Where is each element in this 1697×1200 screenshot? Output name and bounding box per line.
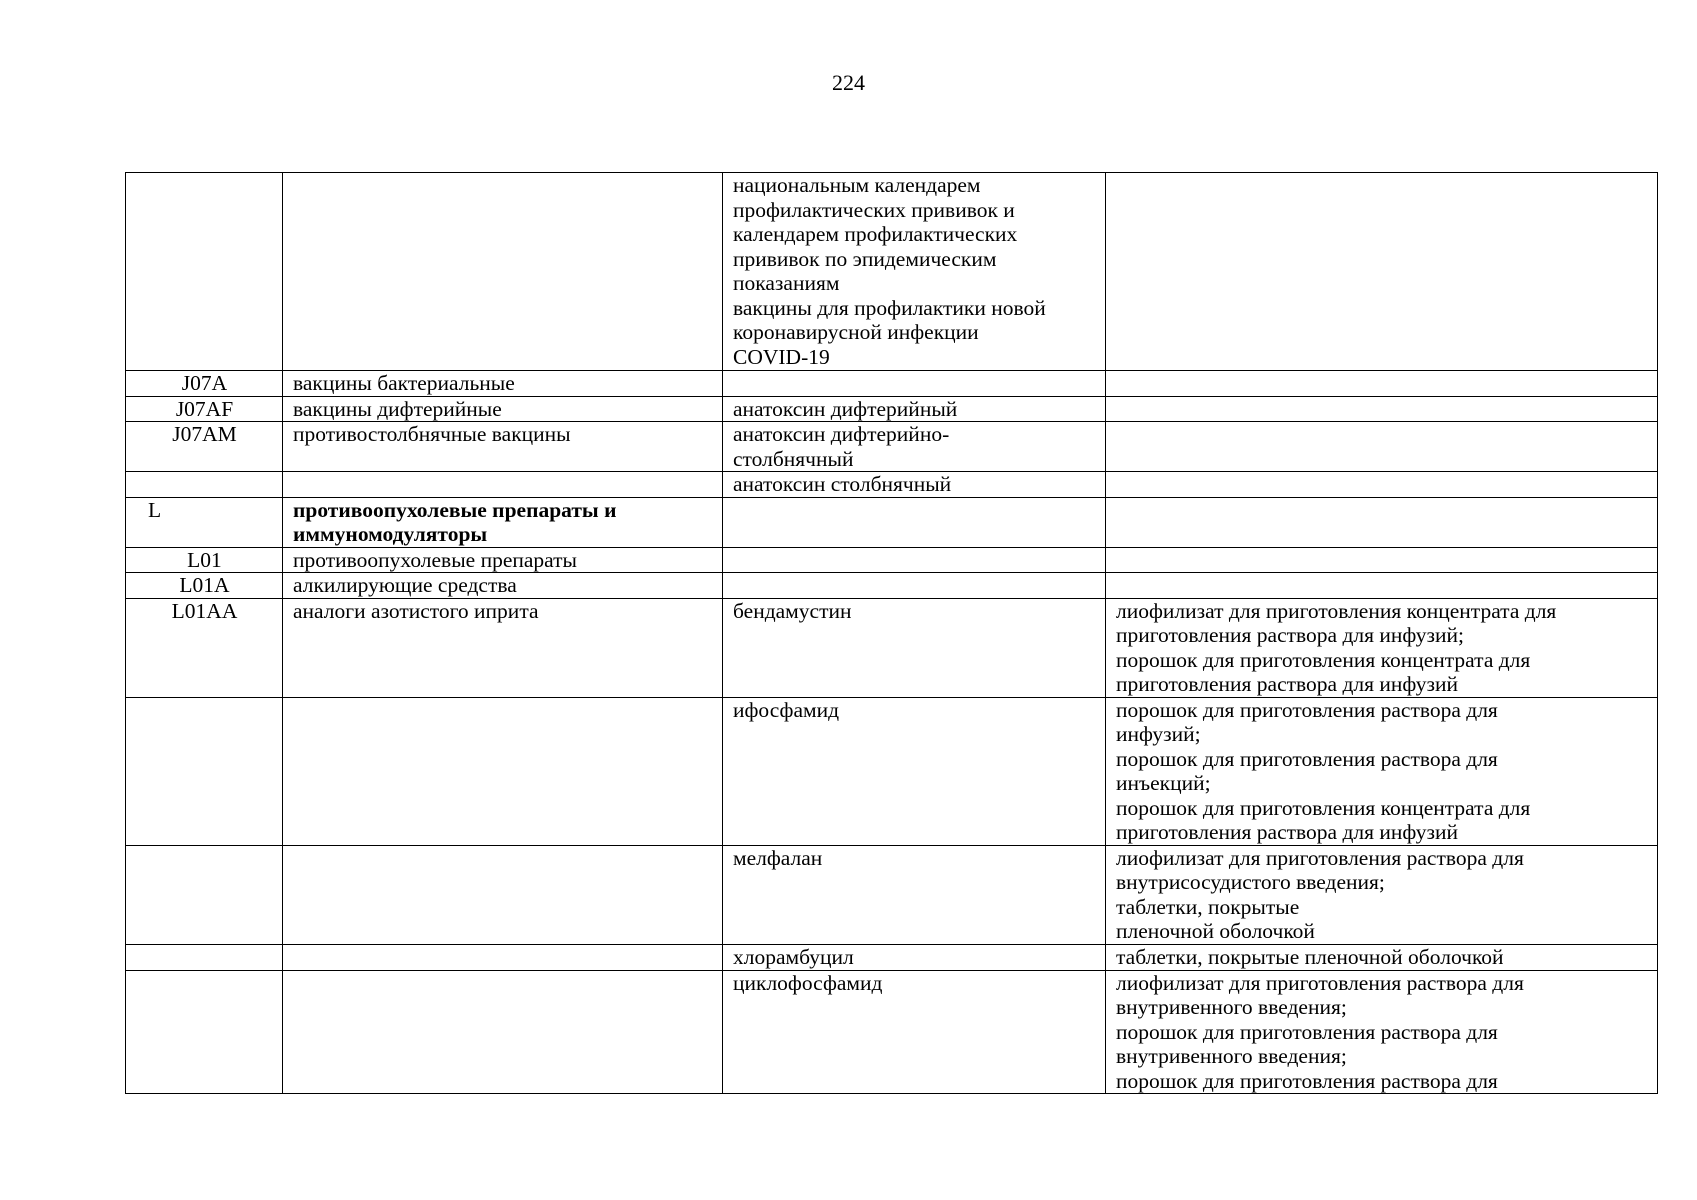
atc-code-cell: L01 [126, 547, 283, 573]
atc-code-cell [126, 845, 283, 944]
group-cell: алкилирующие средства [283, 573, 723, 599]
atc-code-cell: J07AF [126, 396, 283, 422]
atc-code-cell: J07A [126, 371, 283, 397]
dosage-form-cell: лиофилизат для приготовления концентрата для приготовления раствора для инфузий; порошок для приготовления концентрата для приготовления раствора для инфузий [1106, 598, 1658, 697]
drug-cell [723, 573, 1106, 599]
drug-cell [723, 371, 1106, 397]
dosage-form-cell [1106, 573, 1658, 599]
dosage-form-cell [1106, 497, 1658, 547]
group-cell: противоопухолевые препараты и иммуномодуляторы [283, 497, 723, 547]
group-cell: вакцины бактериальные [283, 371, 723, 397]
atc-code-cell: L [126, 497, 283, 547]
dosage-form-cell [1106, 371, 1658, 397]
group-cell [283, 845, 723, 944]
table-row [126, 697, 1658, 845]
table-row [126, 497, 1658, 547]
table-row [126, 598, 1658, 697]
dosage-form-cell: таблетки, покрытые пленочной оболочкой [1106, 944, 1658, 970]
group-cell: противоопухолевые препараты [283, 547, 723, 573]
table-row [126, 944, 1658, 970]
dosage-form-cell: порошок для приготовления раствора для инфузий; порошок для приготовления раствора для инъекций; порошок для приготовления концентрата для приготовления раствора для инфузий [1106, 697, 1658, 845]
dosage-form-cell [1106, 396, 1658, 422]
drug-cell: ифосфамид [723, 697, 1106, 845]
table-row [126, 845, 1658, 944]
atc-code-cell [126, 970, 283, 1094]
table-row [126, 396, 1658, 422]
drug-cell: бендамустин [723, 598, 1106, 697]
drug-cell: анатоксин столбнячный [723, 472, 1106, 498]
table-row [126, 472, 1658, 498]
drug-cell [723, 547, 1106, 573]
drug-cell: анатоксин дифтерийно- столбнячный [723, 422, 1106, 472]
atc-code-cell: J07AM [126, 422, 283, 472]
page-number: 224 [832, 70, 865, 95]
group-cell: противостолбнячные вакцины [283, 422, 723, 472]
drug-cell: мелфалан [723, 845, 1106, 944]
atc-code-cell [126, 697, 283, 845]
group-cell [283, 173, 723, 371]
dosage-form-cell [1106, 547, 1658, 573]
drug-cell: хлорамбуцил [723, 944, 1106, 970]
dosage-form-cell [1106, 173, 1658, 371]
drug-cell: национальным календарем профилактических прививок и календарем профилактических прививок по эпидемическим показаниям вакцины для профилактики новой коронавирусной инфекции COVID-19 [723, 173, 1106, 371]
table-row [126, 422, 1658, 472]
group-cell [283, 472, 723, 498]
group-cell: аналоги азотистого иприта [283, 598, 723, 697]
atc-code-cell [126, 472, 283, 498]
atc-code-cell [126, 944, 283, 970]
table-row [126, 970, 1658, 1094]
dosage-form-cell: лиофилизат для приготовления раствора для внутривенного введения; порошок для приготовления раствора для внутривенного введения; порошок для приготовления раствора для [1106, 970, 1658, 1094]
table-row [126, 573, 1658, 599]
group-cell: вакцины дифтерийные [283, 396, 723, 422]
dosage-form-cell: лиофилизат для приготовления раствора для внутрисосудистого введения; таблетки, покрытые пленочной оболочкой [1106, 845, 1658, 944]
drug-cell [723, 497, 1106, 547]
table-row [126, 547, 1658, 573]
dosage-form-cell [1106, 422, 1658, 472]
group-cell [283, 697, 723, 845]
drug-cell: циклофосфамид [723, 970, 1106, 1094]
group-cell [283, 970, 723, 1094]
dosage-form-cell [1106, 472, 1658, 498]
atc-code-cell: L01AA [126, 598, 283, 697]
drug-cell: анатоксин дифтерийный [723, 396, 1106, 422]
group-cell [283, 944, 723, 970]
drug-table [125, 172, 1658, 1094]
table-row [126, 371, 1658, 397]
table-row [126, 173, 1658, 371]
atc-code-cell [126, 173, 283, 371]
atc-code-cell: L01A [126, 573, 283, 599]
